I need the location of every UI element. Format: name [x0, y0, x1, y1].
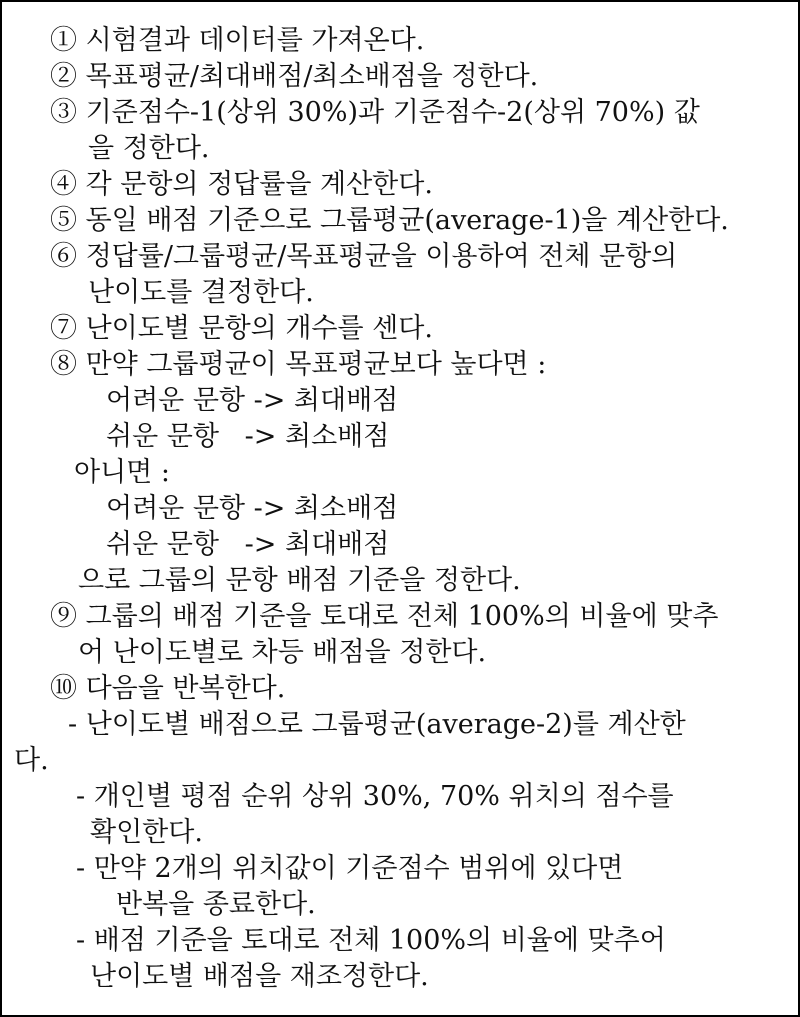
step-8-else: 아니면 :	[74, 457, 170, 488]
step-6-line: ⑥ 정답률/그룹평균/목표평균을 이용하여 전체 문항의	[50, 241, 678, 272]
step-8-else-hard: 어려운 문항 -> 최소배점	[106, 493, 399, 524]
step-8-if-easy: 쉬운 문항 -> 최소배점	[106, 421, 390, 452]
step-10-sub-4-wrap: 난이도별 배점을 재조정한다.	[90, 961, 429, 992]
step-8-if-hard: 어려운 문항 -> 최대배점	[106, 385, 399, 416]
step-8-line: ⑧ 만약 그룹평균이 목표평균보다 높다면 :	[50, 349, 547, 380]
step-5-line: ⑤ 동일 배점 기준으로 그룹평균(average-1)을 계산한다.	[50, 205, 729, 236]
step-3-line: ③ 기준점수-1(상위 30%)과 기준점수-2(상위 70%) 값	[50, 97, 700, 128]
step-10-sub-1-wrap: 다.	[14, 745, 49, 776]
step-8-conclusion: 으로 그룹의 문항 배점 기준을 정한다.	[78, 565, 521, 596]
step-10-sub-3-wrap: 반복을 종료한다.	[116, 889, 316, 920]
step-6-continuation: 난이도를 결정한다.	[88, 277, 314, 308]
step-10-line: ⑩ 다음을 반복한다.	[50, 673, 286, 704]
step-2-line: ② 목표평균/최대배점/최소배점을 정한다.	[50, 61, 539, 92]
step-8-else-easy: 쉬운 문항 -> 최대배점	[106, 529, 390, 560]
step-10-sub-4: - 배점 기준을 토대로 전체 100%의 비율에 맞추어	[76, 925, 666, 956]
step-1-line: ① 시험결과 데이터를 가져온다.	[50, 25, 425, 56]
step-10-sub-3: - 만약 2개의 위치값이 기준점수 범위에 있다면	[76, 853, 624, 884]
step-7-line: ⑦ 난이도별 문항의 개수를 센다.	[50, 313, 433, 344]
step-4-line: ④ 각 문항의 정답률을 계산한다.	[50, 169, 433, 200]
step-10-sub-1: - 난이도별 배점으로 그룹평균(average-2)를 계산한	[68, 709, 686, 740]
step-9-line: ⑨ 그룹의 배점 기준을 토대로 전체 100%의 비율에 맞추	[50, 601, 719, 632]
step-3-continuation: 을 정한다.	[88, 133, 210, 164]
step-10-sub-2-wrap: 확인한다.	[90, 817, 203, 848]
step-10-sub-2: - 개인별 평점 순위 상위 30%, 70% 위치의 점수를	[76, 781, 674, 812]
step-9-continuation: 어 난이도별로 차등 배점을 정한다.	[78, 637, 487, 668]
